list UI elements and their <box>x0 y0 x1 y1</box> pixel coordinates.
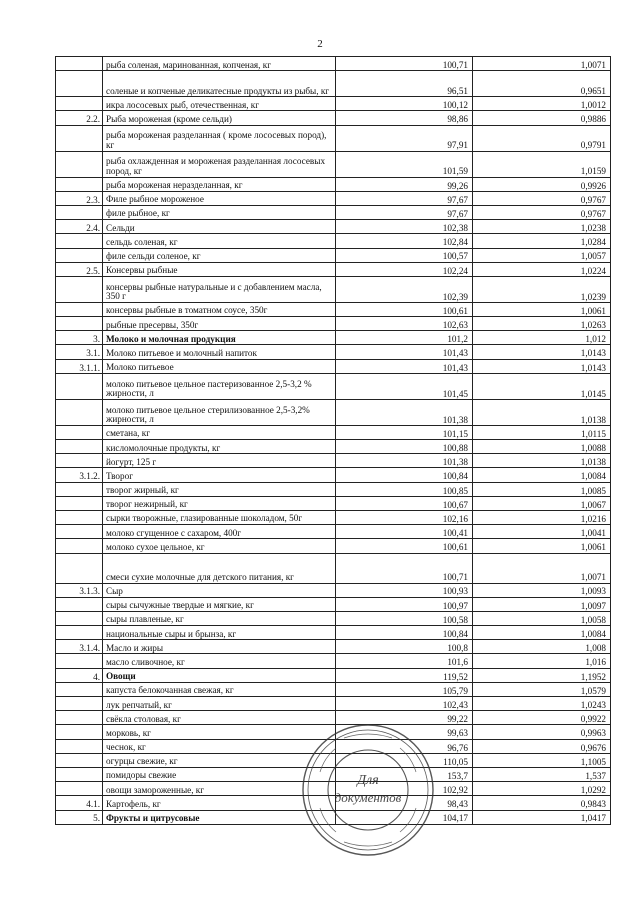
table-row <box>56 468 611 482</box>
row-code <box>56 399 103 425</box>
row-code: 3.1.4. <box>56 640 103 654</box>
table-row <box>56 482 611 496</box>
row-index-percent: 110,05 <box>336 753 473 767</box>
row-index-percent: 100,84 <box>336 626 473 640</box>
row-index-percent: 100,67 <box>336 496 473 510</box>
table-row <box>56 345 611 359</box>
row-name: Картофель, кг <box>103 796 336 810</box>
round-seal-stamp <box>300 722 436 858</box>
row-index-percent: 100,61 <box>336 302 473 316</box>
row-code <box>56 373 103 399</box>
row-index-coefficient: 1,0239 <box>473 276 611 302</box>
row-index-coefficient: 1,0085 <box>473 482 611 496</box>
row-code <box>56 151 103 177</box>
row-index-coefficient: 1,0084 <box>473 468 611 482</box>
row-code <box>56 302 103 316</box>
row-index-percent: 105,79 <box>336 682 473 696</box>
row-name: рыба охлажденная и мороженая разделанная лососевых пород, кг <box>103 151 336 177</box>
row-name: Консервы рыбные <box>103 262 336 276</box>
row-index-coefficient: 0,9651 <box>473 71 611 97</box>
row-index-coefficient: 1,0143 <box>473 359 611 373</box>
row-index-coefficient: 1,0579 <box>473 682 611 696</box>
row-name: помидоры свежие <box>103 767 336 781</box>
row-index-percent: 100,84 <box>336 468 473 482</box>
row-index-coefficient: 1,0061 <box>473 302 611 316</box>
table-row <box>56 425 611 439</box>
row-code <box>56 125 103 151</box>
row-name: Сельди <box>103 220 336 234</box>
row-index-percent: 98,43 <box>336 796 473 810</box>
table-row <box>56 553 611 583</box>
row-index-coefficient: 1,0292 <box>473 782 611 796</box>
row-name: молоко питьевое цельное пастеризованное 2,5-3,2 % жирности, л <box>103 373 336 399</box>
row-code: 4. <box>56 668 103 682</box>
row-index-percent: 100,88 <box>336 440 473 454</box>
row-code <box>56 626 103 640</box>
row-code <box>56 539 103 553</box>
row-name: сыры плавленые, кг <box>103 611 336 625</box>
row-index-percent: 102,63 <box>336 317 473 331</box>
row-index-percent: 100,12 <box>336 97 473 111</box>
table-row <box>56 234 611 248</box>
table-row <box>56 317 611 331</box>
table-row <box>56 583 611 597</box>
row-name: Рыба мороженая (кроме сельди) <box>103 111 336 125</box>
row-code <box>56 611 103 625</box>
table-row <box>56 611 611 625</box>
table-row <box>56 359 611 373</box>
row-code <box>56 597 103 611</box>
row-name: Филе рыбное мороженое <box>103 191 336 205</box>
row-index-coefficient: 0,9767 <box>473 191 611 205</box>
row-index-coefficient: 0,9843 <box>473 796 611 810</box>
table-row <box>56 276 611 302</box>
table-row <box>56 177 611 191</box>
row-index-coefficient: 1,0084 <box>473 626 611 640</box>
row-code: 2.2. <box>56 111 103 125</box>
row-index-percent: 98,86 <box>336 111 473 125</box>
row-index-percent: 96,51 <box>336 71 473 97</box>
row-index-coefficient: 1,0138 <box>473 454 611 468</box>
row-index-percent: 99,22 <box>336 711 473 725</box>
table-row <box>56 525 611 539</box>
row-index-percent: 102,38 <box>336 220 473 234</box>
table-row <box>56 191 611 205</box>
row-index-coefficient: 0,9767 <box>473 205 611 219</box>
row-index-percent: 102,84 <box>336 234 473 248</box>
table-row <box>56 151 611 177</box>
row-index-coefficient: 1,1005 <box>473 753 611 767</box>
row-code <box>56 525 103 539</box>
row-index-coefficient: 1,0417 <box>473 810 611 824</box>
row-name: рыба мороженая разделанная ( кроме лососевых пород), кг <box>103 125 336 151</box>
table-row <box>56 97 611 111</box>
row-index-coefficient: 0,9676 <box>473 739 611 753</box>
row-code: 3.1.3. <box>56 583 103 597</box>
row-name: Масло и жиры <box>103 640 336 654</box>
row-index-percent: 100,71 <box>336 553 473 583</box>
row-index-percent: 101,45 <box>336 373 473 399</box>
row-name: огурцы свежие, кг <box>103 753 336 767</box>
row-index-coefficient: 1,0071 <box>473 553 611 583</box>
row-code: 3.1. <box>56 345 103 359</box>
row-index-coefficient: 1,0071 <box>473 57 611 71</box>
row-code <box>56 553 103 583</box>
row-index-coefficient: 1,0143 <box>473 345 611 359</box>
row-index-coefficient: 1,0012 <box>473 97 611 111</box>
table-row <box>56 220 611 234</box>
row-index-percent: 102,92 <box>336 782 473 796</box>
row-index-coefficient: 1,0138 <box>473 399 611 425</box>
row-name: творог жирный, кг <box>103 482 336 496</box>
row-name: сметана, кг <box>103 425 336 439</box>
table-row <box>56 510 611 524</box>
table-row <box>56 668 611 682</box>
row-name: сыры сычужные твердые и мягкие, кг <box>103 597 336 611</box>
row-index-coefficient: 1,0263 <box>473 317 611 331</box>
row-name: чеснок, кг <box>103 739 336 753</box>
row-name: смеси сухие молочные для детского питания, кг <box>103 553 336 583</box>
row-code <box>56 711 103 725</box>
row-code <box>56 425 103 439</box>
row-name: Сыр <box>103 583 336 597</box>
index-table <box>55 56 611 825</box>
row-index-percent: 102,16 <box>336 510 473 524</box>
row-index-percent: 101,59 <box>336 151 473 177</box>
row-name: овощи замороженные, кг <box>103 782 336 796</box>
row-index-percent: 100,41 <box>336 525 473 539</box>
row-index-percent: 153,7 <box>336 767 473 781</box>
row-index-coefficient: 1,0115 <box>473 425 611 439</box>
row-name: Молоко питьевое <box>103 359 336 373</box>
row-name: Творог <box>103 468 336 482</box>
row-code <box>56 682 103 696</box>
row-index-coefficient: 1,0284 <box>473 234 611 248</box>
table-row <box>56 440 611 454</box>
row-code <box>56 739 103 753</box>
row-index-percent: 101,38 <box>336 399 473 425</box>
row-name: масло сливочное, кг <box>103 654 336 668</box>
row-index-percent: 100,61 <box>336 539 473 553</box>
row-code <box>56 177 103 191</box>
row-name: филе сельди соленое, кг <box>103 248 336 262</box>
row-code <box>56 454 103 468</box>
row-index-percent: 100,85 <box>336 482 473 496</box>
row-code <box>56 725 103 739</box>
row-code <box>56 440 103 454</box>
row-name: молоко питьевое цельное стерилизованное 2,5-3,2% жирности, л <box>103 399 336 425</box>
row-name: морковь, кг <box>103 725 336 739</box>
page-number: 2 <box>317 38 323 50</box>
table-row <box>56 262 611 276</box>
svg-text:документов: документов <box>334 790 402 805</box>
row-code <box>56 57 103 71</box>
row-index-percent: 100,71 <box>336 57 473 71</box>
row-index-percent: 101,43 <box>336 345 473 359</box>
table-row <box>56 539 611 553</box>
table-row <box>56 248 611 262</box>
row-index-coefficient: 1,016 <box>473 654 611 668</box>
row-name: капуста белокочанная свежая, кг <box>103 682 336 696</box>
row-index-percent: 102,24 <box>336 262 473 276</box>
row-name: молоко сухое цельное, кг <box>103 539 336 553</box>
row-index-coefficient: 1,0088 <box>473 440 611 454</box>
row-index-percent: 96,76 <box>336 739 473 753</box>
table-row <box>56 626 611 640</box>
table-row <box>56 302 611 316</box>
row-code <box>56 317 103 331</box>
row-code <box>56 767 103 781</box>
row-index-percent: 99,26 <box>336 177 473 191</box>
row-index-percent: 100,97 <box>336 597 473 611</box>
row-index-coefficient: 1,008 <box>473 640 611 654</box>
row-index-percent: 97,67 <box>336 191 473 205</box>
row-code: 2.4. <box>56 220 103 234</box>
table-row <box>56 454 611 468</box>
table-row <box>56 697 611 711</box>
table-row <box>56 597 611 611</box>
row-index-percent: 100,57 <box>336 248 473 262</box>
row-index-coefficient: 0,9922 <box>473 711 611 725</box>
row-code <box>56 248 103 262</box>
row-code <box>56 782 103 796</box>
row-index-coefficient: 0,9963 <box>473 725 611 739</box>
row-code <box>56 234 103 248</box>
row-code: 2.3. <box>56 191 103 205</box>
row-index-coefficient: 1,0057 <box>473 248 611 262</box>
row-name: соленые и копченые деликатесные продукты из рыбы, кг <box>103 71 336 97</box>
row-index-percent: 101,6 <box>336 654 473 668</box>
row-name: творог нежирный, кг <box>103 496 336 510</box>
row-code <box>56 697 103 711</box>
row-code: 3.1.1. <box>56 359 103 373</box>
row-name: кисломолочные продукты, кг <box>103 440 336 454</box>
row-name: сельдь соленая, кг <box>103 234 336 248</box>
row-index-coefficient: 1,0216 <box>473 510 611 524</box>
row-index-coefficient: 1,1952 <box>473 668 611 682</box>
row-index-percent: 100,58 <box>336 611 473 625</box>
row-code: 4.1. <box>56 796 103 810</box>
row-code <box>56 496 103 510</box>
row-code: 3. <box>56 331 103 345</box>
row-index-percent: 99,63 <box>336 725 473 739</box>
table-row <box>56 496 611 510</box>
row-code <box>56 71 103 97</box>
row-index-coefficient: 1,0097 <box>473 597 611 611</box>
row-index-coefficient: 1,0238 <box>473 220 611 234</box>
row-index-percent: 101,38 <box>336 454 473 468</box>
row-code <box>56 97 103 111</box>
row-code <box>56 276 103 302</box>
row-index-coefficient: 1,0243 <box>473 697 611 711</box>
table-row <box>56 125 611 151</box>
row-name: рыба соленая, маринованная, копченая, кг <box>103 57 336 71</box>
row-index-percent: 101,43 <box>336 359 473 373</box>
row-index-percent: 102,43 <box>336 697 473 711</box>
table-row <box>56 640 611 654</box>
row-index-coefficient: 0,9791 <box>473 125 611 151</box>
row-name: филе рыбное, кг <box>103 205 336 219</box>
table-row <box>56 205 611 219</box>
row-name: икра лососевых рыб, отечественная, кг <box>103 97 336 111</box>
row-name: лук репчатый, кг <box>103 697 336 711</box>
table-row <box>56 111 611 125</box>
row-index-coefficient: 1,537 <box>473 767 611 781</box>
row-index-percent: 97,91 <box>336 125 473 151</box>
row-name: йогурт, 125 г <box>103 454 336 468</box>
row-code <box>56 510 103 524</box>
row-index-percent: 119,52 <box>336 668 473 682</box>
row-index-coefficient: 1,0041 <box>473 525 611 539</box>
row-code: 2.5. <box>56 262 103 276</box>
row-code <box>56 482 103 496</box>
svg-text:Для: Для <box>357 773 379 788</box>
row-name: национальные сыры и брынза, кг <box>103 626 336 640</box>
table-row <box>56 71 611 97</box>
row-index-coefficient: 1,0145 <box>473 373 611 399</box>
row-index-coefficient: 1,012 <box>473 331 611 345</box>
row-index-coefficient: 1,0067 <box>473 496 611 510</box>
table-row <box>56 654 611 668</box>
row-code: 5. <box>56 810 103 824</box>
table-row <box>56 57 611 71</box>
row-index-percent: 104,17 <box>336 810 473 824</box>
row-name: консервы рыбные натуральные и с добавлением масла, 350 г <box>103 276 336 302</box>
row-name: Молоко и молочная продукция <box>103 331 336 345</box>
row-name: рыбные пресервы, 350г <box>103 317 336 331</box>
row-index-coefficient: 0,9886 <box>473 111 611 125</box>
row-index-coefficient: 1,0224 <box>473 262 611 276</box>
row-index-percent: 101,15 <box>336 425 473 439</box>
row-index-percent: 100,93 <box>336 583 473 597</box>
row-index-percent: 101,2 <box>336 331 473 345</box>
row-code <box>56 753 103 767</box>
row-name: Фрукты и цитрусовые <box>103 810 336 824</box>
row-index-coefficient: 0,9926 <box>473 177 611 191</box>
row-index-percent: 100,8 <box>336 640 473 654</box>
row-name: Овощи <box>103 668 336 682</box>
row-name: рыба мороженая неразделанная, кг <box>103 177 336 191</box>
row-name: Молоко питьевое и молочный напиток <box>103 345 336 359</box>
row-index-coefficient: 1,0159 <box>473 151 611 177</box>
row-name: молоко сгущенное с сахаром, 400г <box>103 525 336 539</box>
row-code <box>56 654 103 668</box>
table-row <box>56 331 611 345</box>
row-index-percent: 97,67 <box>336 205 473 219</box>
row-code: 3.1.2. <box>56 468 103 482</box>
row-index-coefficient: 1,0093 <box>473 583 611 597</box>
table-row <box>56 373 611 399</box>
table-row <box>56 399 611 425</box>
row-index-coefficient: 1,0061 <box>473 539 611 553</box>
row-index-percent: 102,39 <box>336 276 473 302</box>
row-name: сырки творожные, глазированные шоколадом, 50г <box>103 510 336 524</box>
row-code <box>56 205 103 219</box>
row-name: свёкла столовая, кг <box>103 711 336 725</box>
table-row <box>56 682 611 696</box>
row-name: консервы рыбные в томатном соусе, 350г <box>103 302 336 316</box>
row-index-coefficient: 1,0058 <box>473 611 611 625</box>
